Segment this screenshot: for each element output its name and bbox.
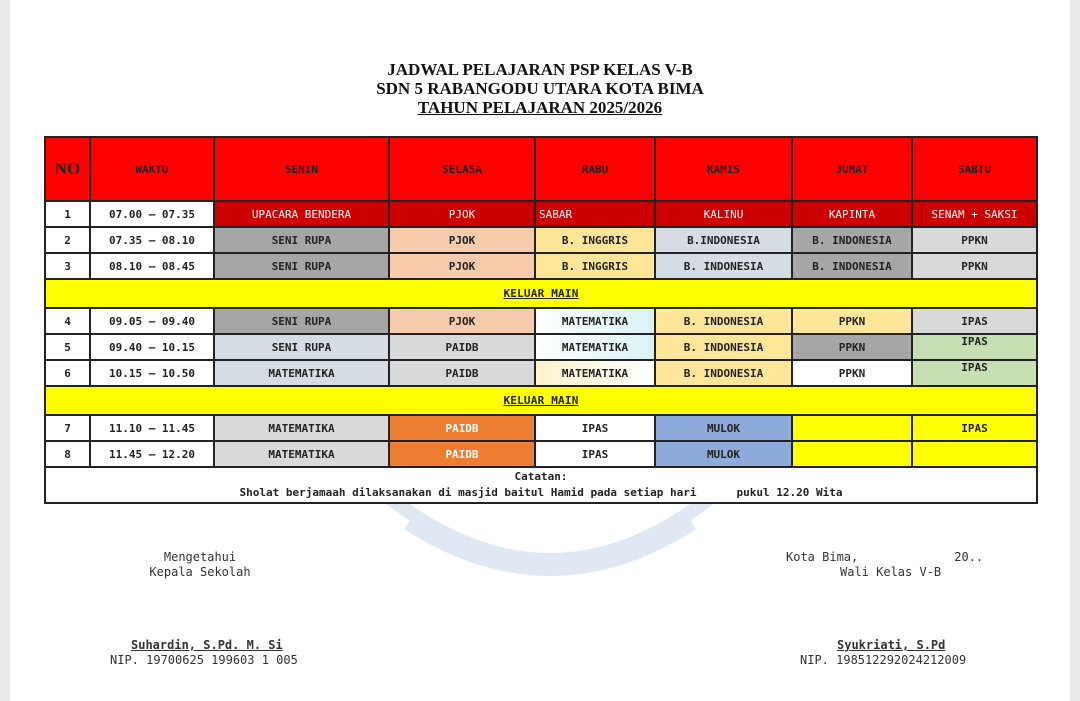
- sig-right-year: 20..: [954, 550, 984, 564]
- signature-right-name-block: [800, 638, 1000, 668]
- cell-kamis: B. INDONESIA: [655, 253, 792, 279]
- cell-sabtu: PPKN: [912, 227, 1037, 253]
- cell-selasa: PJOK: [389, 253, 535, 279]
- cell-jumat: B. INDONESIA: [792, 253, 912, 279]
- note-cell: [45, 467, 1037, 503]
- sig-right-nip: NIP. 198512292024212009: [800, 653, 967, 667]
- cell-kamis: B. INDONESIA: [655, 308, 792, 334]
- header-row: [45, 137, 1037, 201]
- header-no: NO: [45, 137, 90, 201]
- cell-jumat: PPKN: [792, 334, 912, 360]
- cell-jumat: PPKN: [792, 308, 912, 334]
- header-senin: SENIN: [214, 137, 389, 201]
- cell-selasa: PAIDB: [389, 415, 535, 441]
- sig-left-name: Suhardin, S.Pd. M. Si: [131, 638, 283, 652]
- cell-sabtu: IPAS: [912, 334, 1037, 360]
- cell-kamis: MULOK: [655, 441, 792, 467]
- note-time: pukul 12.20 Wita: [736, 486, 843, 499]
- cell-senin: MATEMATIKA: [214, 360, 389, 386]
- row-time: 10.15 – 10.50: [90, 360, 214, 386]
- title-line-1: JADWAL PELAJARAN PSP KELAS V-B: [387, 60, 693, 79]
- row-number: 8: [45, 441, 90, 467]
- cell-rabu: IPAS: [535, 415, 655, 441]
- cell-senin: SENI RUPA: [214, 227, 389, 253]
- row-number: 7: [45, 415, 90, 441]
- row-number: 2: [45, 227, 90, 253]
- schedule-table: [44, 136, 1038, 504]
- row-time: 11.10 – 11.45: [90, 415, 214, 441]
- sig-right-name: Syukriati, S.Pd: [837, 638, 946, 652]
- title-line-3: TAHUN PELAJARAN 2025/2026: [417, 98, 663, 117]
- cell-rabu: B. INGGRIS: [535, 253, 655, 279]
- cell-rabu: IPAS: [535, 441, 655, 467]
- cell-selasa: PAIDB: [389, 441, 535, 467]
- note-text: Sholat berjamaah dilaksanakan di masjid baitul Hamid pada setiap hari: [239, 486, 697, 499]
- sig-right-date-line: [786, 550, 1006, 565]
- header-rabu: RABU: [535, 137, 655, 201]
- cell-jumat: B. INDONESIA: [792, 227, 912, 253]
- cell-sabtu: IPAS: [912, 360, 1037, 386]
- table-row: [45, 360, 1037, 386]
- row-time: 07.35 – 08.10: [90, 227, 214, 253]
- cell-senin: SENI RUPA: [214, 308, 389, 334]
- break-row: [45, 279, 1037, 308]
- row-time: 07.00 – 07.35: [90, 201, 214, 227]
- cell-senin: SENI RUPA: [214, 334, 389, 360]
- title-line-2: SDN 5 RABANGODU UTARA KOTA BIMA: [376, 79, 704, 98]
- cell-rabu: MATEMATIKA: [535, 308, 655, 334]
- note-row: [45, 467, 1037, 503]
- cell-kamis: B. INDONESIA: [655, 360, 792, 386]
- header-kamis: KAMIS: [655, 137, 792, 201]
- signature-left: [110, 550, 290, 580]
- note-label: Catatan:: [514, 470, 568, 483]
- cell-jumat: PPKN: [792, 360, 912, 386]
- signature-right: [786, 550, 1006, 580]
- sig-right-role: Wali Kelas V-B: [840, 565, 942, 579]
- row-time: 09.40 – 10.15: [90, 334, 214, 360]
- sig-left-line2: Kepala Sekolah: [149, 565, 251, 579]
- cell-kamis: B. INDONESIA: [655, 334, 792, 360]
- row-time: 09.05 – 09.40: [90, 308, 214, 334]
- sig-left-line1: Mengetahui: [163, 550, 237, 564]
- cell-senin: UPACARA BENDERA: [214, 201, 389, 227]
- break-label: KELUAR MAIN: [45, 279, 1037, 308]
- cell-sabtu: [912, 441, 1037, 467]
- row-number: 4: [45, 308, 90, 334]
- row-number: 1: [45, 201, 90, 227]
- cell-senin: MATEMATIKA: [214, 415, 389, 441]
- cell-jumat: [792, 415, 912, 441]
- cell-senin: SENI RUPA: [214, 253, 389, 279]
- header-selasa: SELASA: [389, 137, 535, 201]
- cell-jumat: [792, 441, 912, 467]
- document-title: [0, 60, 1080, 117]
- cell-selasa: PJOK: [389, 201, 535, 227]
- row-number: 5: [45, 334, 90, 360]
- cell-selasa: PJOK: [389, 227, 535, 253]
- note-body: [46, 485, 1036, 501]
- sig-right-place: Kota Bima,: [786, 550, 859, 564]
- cell-senin: MATEMATIKA: [214, 441, 389, 467]
- row-number: 3: [45, 253, 90, 279]
- table-row: [45, 334, 1037, 360]
- cell-selasa: PAIDB: [389, 360, 535, 386]
- table-row: [45, 308, 1037, 334]
- cell-selasa: PAIDB: [389, 334, 535, 360]
- header-jumat: JUMAT: [792, 137, 912, 201]
- cell-kamis: B.INDONESIA: [655, 227, 792, 253]
- row-time: 08.10 – 08.45: [90, 253, 214, 279]
- row-number: 6: [45, 360, 90, 386]
- signature-left-name-block: [110, 638, 310, 668]
- cell-rabu: MATEMATIKA: [535, 334, 655, 360]
- table-row: [45, 441, 1037, 467]
- cell-rabu: MATEMATIKA: [535, 360, 655, 386]
- header-sabtu: SABTU: [912, 137, 1037, 201]
- break-label: KELUAR MAIN: [45, 386, 1037, 415]
- cell-jumat: KAPINTA: [792, 201, 912, 227]
- cell-sabtu: IPAS: [912, 308, 1037, 334]
- break-row: [45, 386, 1037, 415]
- cell-sabtu: IPAS: [912, 415, 1037, 441]
- header-waktu: WAKTU: [90, 137, 214, 201]
- table-row: [45, 201, 1037, 227]
- cell-selasa: PJOK: [389, 308, 535, 334]
- cell-rabu: B. INGGRIS: [535, 227, 655, 253]
- cell-kamis: KALINU: [655, 201, 792, 227]
- table-row: [45, 253, 1037, 279]
- table-row: [45, 415, 1037, 441]
- sig-left-nip: NIP. 19700625 199603 1 005: [110, 653, 298, 667]
- cell-kamis: MULOK: [655, 415, 792, 441]
- row-time: 11.45 – 12.20: [90, 441, 214, 467]
- cell-sabtu: SENAM + SAKSI: [912, 201, 1037, 227]
- table-row: [45, 227, 1037, 253]
- cell-rabu: SABAR: [535, 201, 655, 227]
- cell-sabtu: PPKN: [912, 253, 1037, 279]
